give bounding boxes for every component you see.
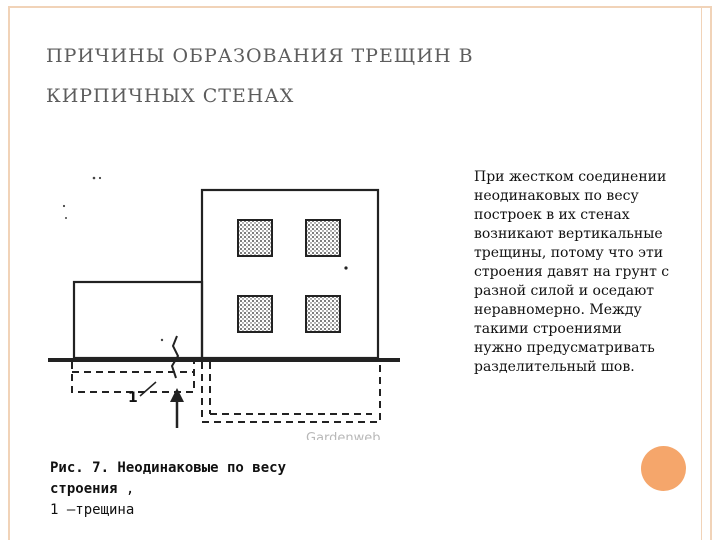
slide-title-line2: КИРПИЧНЫХ СТЕНАХ (46, 85, 295, 107)
building-diagram-svg (44, 160, 404, 440)
window-icon (238, 296, 272, 332)
figure-label: 1 (128, 390, 138, 406)
decorative-circle (641, 446, 686, 491)
label-leader (140, 382, 156, 396)
arrow-head-icon (170, 388, 184, 402)
window-icon (306, 296, 340, 332)
slide-title-line1: ПРИЧИНЫ ОБРАЗОВАНИЯ ТРЕЩИН В (46, 45, 474, 67)
low-building (74, 282, 202, 358)
slide-frame-right-bar (701, 6, 712, 540)
slide-title (46, 36, 566, 116)
caption-bold: Рис. 7. Неодинаковые по весу строения (50, 460, 287, 497)
building-diagram (44, 160, 404, 440)
caption-rest: , (117, 481, 135, 497)
tall-building (202, 190, 378, 358)
slide-body-text: При жестком соединении неодинаковых по весу построек в их стенах возникают вертикальные трещины, потому что эти строения давят на грунт с разной силой и оседают неравномерно. Между такими строениями нужно предусматривать разделительный шов. (474, 169, 670, 375)
caption-line2: 1 —трещина (50, 502, 135, 518)
watermark-text: Gardenweb (306, 431, 381, 440)
figure-caption (50, 458, 350, 521)
window-icon (306, 220, 340, 256)
window-icon (238, 220, 272, 256)
